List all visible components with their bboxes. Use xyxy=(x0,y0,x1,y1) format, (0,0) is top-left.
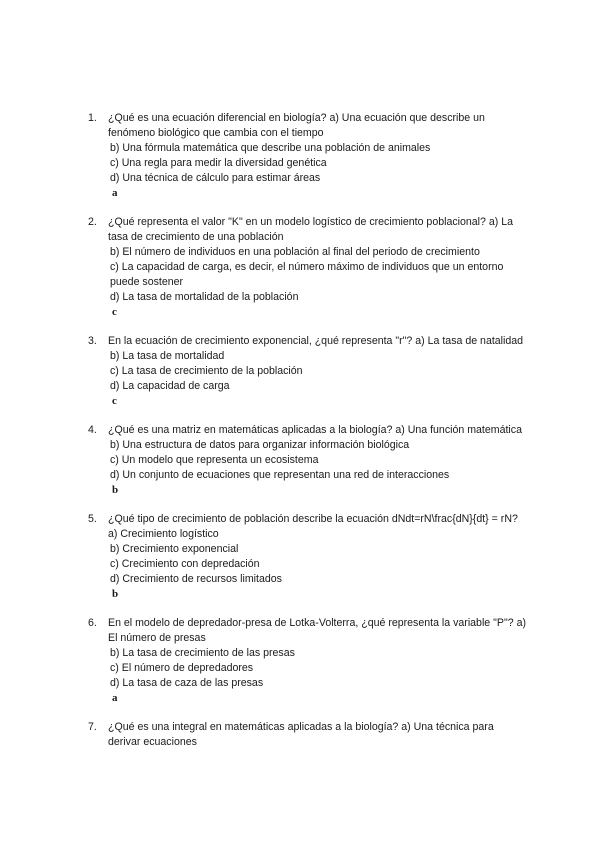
question-number: 7. xyxy=(88,721,97,733)
option-b: b) La tasa de crecimiento de las presas xyxy=(110,647,295,659)
answer-key: b xyxy=(112,588,119,600)
question-stem: En el modelo de depredador-presa de Lotka-Volterra, ¿qué representa la variable "P"? a) El número de presas xyxy=(108,617,526,644)
option-c: c) La tasa de crecimiento de la población xyxy=(110,365,303,377)
option-c: c) Un modelo que representa un ecosistema xyxy=(110,454,319,466)
question-stem: En la ecuación de crecimiento exponencial, ¿qué representa "r"? a) La tasa de natalidad xyxy=(108,335,524,347)
option-d: d) La tasa de caza de las presas xyxy=(110,677,264,689)
answer-key: a xyxy=(112,692,118,704)
question-stem: ¿Qué es una ecuación diferencial en biología? a) Una ecuación que describe un fenómeno biológico que cambia con el tiempo xyxy=(108,112,485,139)
question-number: 2. xyxy=(88,216,97,228)
question-number: 5. xyxy=(88,513,97,525)
answer-key: c xyxy=(112,395,117,407)
option-d: d) La tasa de mortalidad de la población xyxy=(110,291,299,303)
option-d: d) La capacidad de carga xyxy=(110,380,230,392)
option-b: b) Una fórmula matemática que describe una población de animales xyxy=(110,142,431,154)
option-c: c) El número de depredadores xyxy=(110,662,254,674)
question-item xyxy=(88,334,528,409)
question-item xyxy=(88,111,528,201)
option-d: d) Un conjunto de ecuaciones que representan una red de interacciones xyxy=(110,469,450,481)
option-c: c) Crecimiento con depredación xyxy=(110,558,260,570)
question-number: 4. xyxy=(88,424,97,436)
option-d: d) Crecimiento de recursos limitados xyxy=(110,573,282,585)
question-number: 3. xyxy=(88,335,97,347)
option-c: c) Una regla para medir la diversidad genética xyxy=(110,157,327,169)
question-item xyxy=(88,720,528,750)
option-b: b) La tasa de mortalidad xyxy=(110,350,225,362)
question-number: 1. xyxy=(88,112,97,124)
question-stem: ¿Qué representa el valor "K" en un modelo logístico de crecimiento poblacional? a) La tasa de crecimiento de una población xyxy=(108,216,514,243)
option-d: d) Una técnica de cálculo para estimar áreas xyxy=(110,172,321,184)
option-b: b) Una estructura de datos para organizar información biológica xyxy=(110,439,410,451)
question-item xyxy=(88,215,528,320)
question-stem: ¿Qué es una integral en matemáticas aplicadas a la biología? a) Una técnica para derivar ecuaciones xyxy=(108,721,494,748)
question-stem: ¿Qué tipo de crecimiento de población describe la ecuación dNdt=rN\frac{dN}{dt} = rN? a) Crecimiento logístico xyxy=(108,513,518,540)
answer-key: b xyxy=(112,484,119,496)
answer-key: c xyxy=(112,306,117,318)
question-number: 6. xyxy=(88,617,97,629)
answer-key: a xyxy=(112,187,118,199)
question-stem: ¿Qué es una matriz en matemáticas aplicadas a la biología? a) Una función matemática xyxy=(108,424,522,436)
option-c: c) La capacidad de carga, es decir, el número máximo de individuos que un entorno puede sostener xyxy=(110,261,504,288)
question-list xyxy=(88,111,528,764)
question-item xyxy=(88,616,528,706)
option-b: b) El número de individuos en una población al final del periodo de crecimiento xyxy=(110,246,480,258)
question-item xyxy=(88,512,528,602)
option-b: b) Crecimiento exponencial xyxy=(110,543,239,555)
question-item xyxy=(88,423,528,498)
